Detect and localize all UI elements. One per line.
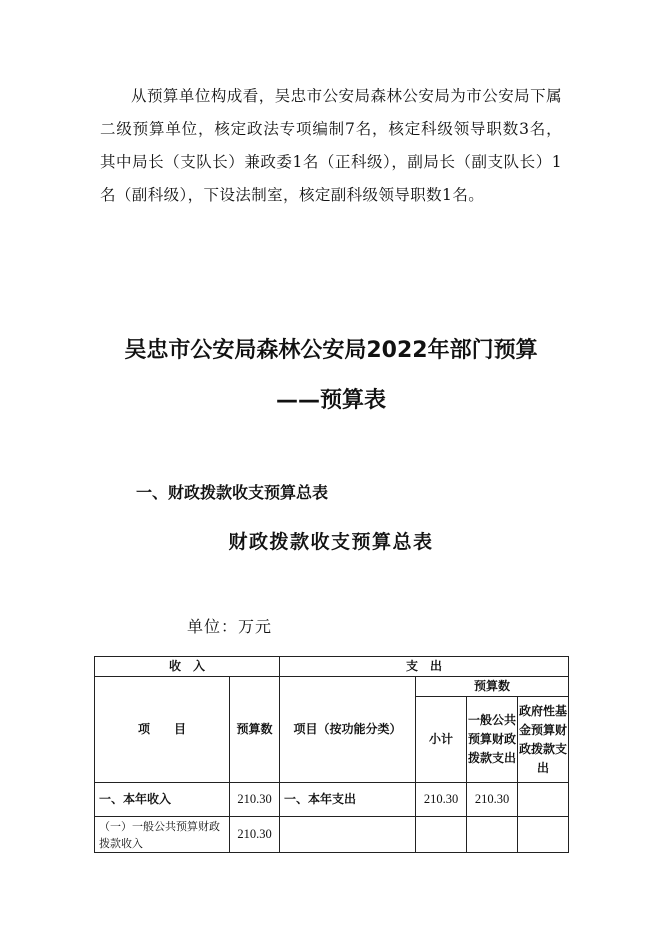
general-public-cell bbox=[467, 817, 518, 853]
table-title: 财政拨款收支预算总表 bbox=[228, 531, 434, 553]
table-header-row-2 bbox=[95, 677, 569, 697]
section-heading: 一、财政拨款收支预算总表 bbox=[136, 483, 329, 502]
expense-item-cell: 一、本年支出 bbox=[280, 783, 416, 817]
col-item-by-function-header: 项目（按功能分类） bbox=[280, 677, 416, 783]
unit-label: 单位：万元 bbox=[187, 617, 273, 636]
col-gov-fund-header: 政府性基金预算财政拨款支出 bbox=[518, 697, 569, 783]
expense-item-cell bbox=[280, 817, 416, 853]
document-subtitle: ——预算表 bbox=[275, 388, 386, 413]
col-item-header: 项 目 bbox=[95, 677, 230, 783]
income-amount-cell: 210.30 bbox=[230, 783, 280, 817]
table-header-row-1 bbox=[95, 657, 569, 677]
gov-fund-cell bbox=[518, 783, 569, 817]
income-header: 收 入 bbox=[95, 657, 280, 677]
general-public-cell: 210.30 bbox=[467, 783, 518, 817]
document-title: 吴忠市公安局森林公安局2022年部门预算 bbox=[124, 338, 538, 363]
budget-group-header: 预算数 bbox=[416, 677, 569, 697]
subtotal-cell: 210.30 bbox=[416, 783, 467, 817]
table-row bbox=[95, 783, 569, 817]
income-item-cell: （一）一般公共预算财政拨款收入 bbox=[95, 817, 230, 853]
col-budget-header: 预算数 bbox=[230, 677, 280, 783]
expense-header: 支 出 bbox=[280, 657, 569, 677]
col-subtotal-header: 小计 bbox=[416, 697, 467, 783]
table-row bbox=[95, 817, 569, 853]
income-item-cell: 一、本年收入 bbox=[95, 783, 230, 817]
subtotal-cell bbox=[416, 817, 467, 853]
col-general-public-header: 一般公共预算财政拨款支出 bbox=[467, 697, 518, 783]
intro-paragraph: 从预算单位构成看，吴忠市公安局森林公安局为市公安局下属二级预算单位，核定政法专项编制7名，核定科级领导职数3名，其中局长（支队长）兼政委1名（正科级），副局长（副支队长）1名（副科级），下设法制室，核定副科级领导职数1名。 bbox=[100, 87, 562, 204]
income-amount-cell: 210.30 bbox=[230, 817, 280, 853]
gov-fund-cell bbox=[518, 817, 569, 853]
budget-table bbox=[94, 656, 569, 853]
